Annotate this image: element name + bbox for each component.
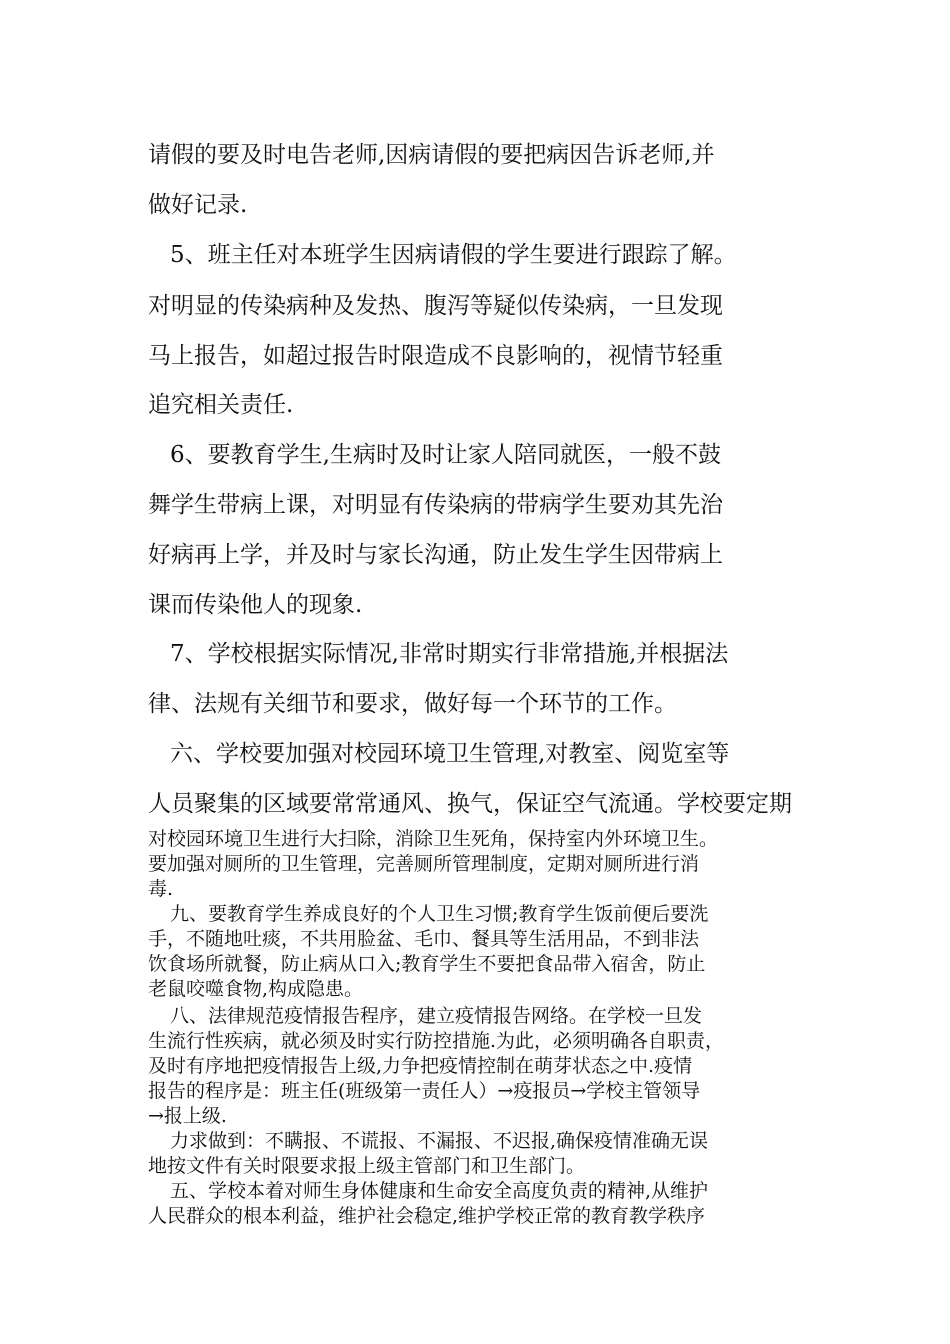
text-line: 对明显的传染病种及发热、腹泻等疑似传染病，一旦发现 [148,293,723,319]
text-line: 对校园环境卫生进行大扫除，消除卫生死角，保持室内外环境卫生。 [148,828,719,850]
text-line: 毒. [148,878,174,900]
text-line: 马上报告，如超过报告时限造成不良影响的，视情节轻重 [148,343,723,369]
paragraph-5-start: 5、班主任对本班学生因病请假的学生要进行跟踪了解。 [170,242,737,268]
text-line: 请假的要及时电告老师,因病请假的要把病因告诉老师,并 [148,142,715,168]
section-8-start: 八、法律规范疫情报告程序，建立疫情报告网络。在学校一旦发 [170,1005,703,1027]
text-line: 老鼠咬噬食物,构成隐患。 [148,978,364,1000]
section-6-start: 六、学校要加强对校园环境卫生管理,对教室、阅览室等 [170,741,730,767]
text-line: 人员聚集的区域要常常通风、换气，保证空气流通。学校要定期 [148,791,792,817]
text-line: 生流行性疾病，就必须及时实行防控措施.为此，必须明确各自职责， [148,1030,725,1052]
paragraph-7-start: 7、学校根据实际情况,非常时期实行非常措施,并根据法 [170,641,729,667]
section-5-start: 五、学校本着对师生身体健康和生命安全高度负责的精神,从维护 [170,1180,709,1202]
text-line: 做好记录. [148,192,248,218]
section-9-start: 九、要教育学生养成良好的个人卫生习惯;教育学生饭前便后要洗 [170,903,709,925]
text-line: 人民群众的根本利益，维护社会稳定,维护学校正常的教育教学秩序 [148,1205,706,1227]
text-line: 追究相关责任. [148,392,294,418]
text-line: 手，不随地吐痰，不共用脸盆、毛巾、餐具等生活用品，不到非法 [148,928,700,950]
paragraph-6-start: 6、要教育学生,生病时及时让家人陪同就医，一般不鼓 [170,442,721,468]
text-line: 饮食场所就餐，防止病从口入;教育学生不要把食品带入宿舍，防止 [148,953,706,975]
text-line: 报告的程序是：班主任(班级第一责任人）→疫报员→学校主管领导 [148,1080,701,1102]
text-line: →报上级. [148,1105,227,1127]
text-line: 力求做到：不瞒报、不谎报、不漏报、不迟报,确保疫情准确无误 [170,1130,709,1152]
text-line: 及时有序地把疫情报告上级,力争把疫情控制在萌芽状态之中.疫情 [148,1055,693,1077]
text-line: 舞学生带病上课，对明显有传染病的带病学生要劝其先治 [148,492,723,518]
text-line: 课而传染他人的现象. [148,592,363,618]
text-line: 好病再上学，并及时与家长沟通，防止发生学生因带病上 [148,542,723,568]
text-line: 律、法规有关细节和要求，做好每一个环节的工作。 [148,691,677,717]
text-line: 地按文件有关时限要求报上级主管部门和卫生部门。 [148,1155,586,1177]
text-line: 要加强对厕所的卫生管理，完善厕所管理制度，定期对厕所进行消 [148,853,700,875]
